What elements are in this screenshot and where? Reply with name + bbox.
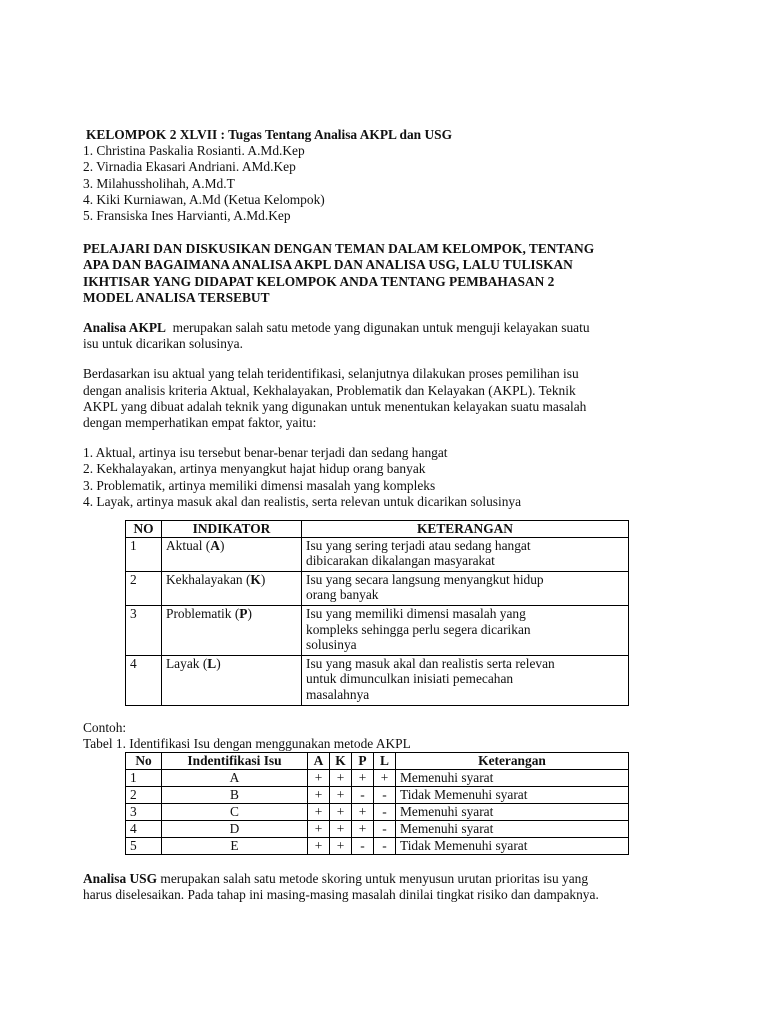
member-item: 1. Christina Paskalia Rosianti. A.Md.Kep bbox=[83, 143, 305, 159]
table-row bbox=[126, 770, 629, 787]
cell-p: + bbox=[352, 821, 374, 838]
column-header: No bbox=[126, 753, 162, 770]
indicator-table bbox=[125, 520, 629, 706]
akpl-intro-line: merupakan salah satu metode yang digunakan untuk menguji kelayakan suatu bbox=[172, 320, 590, 336]
column-header: P bbox=[352, 753, 374, 770]
issue-table bbox=[125, 752, 629, 855]
member-item: 4. Kiki Kurniawan, A.Md (Ketua Kelompok) bbox=[83, 191, 325, 207]
column-header: K bbox=[330, 753, 352, 770]
cell-k: + bbox=[330, 821, 352, 838]
cell-indicator: Layak (L) bbox=[162, 655, 302, 705]
akpl-body-line: dengan memperhatikan empat faktor, yaitu: bbox=[83, 415, 317, 431]
cell-indicator: Kekhalayakan (K) bbox=[162, 571, 302, 605]
cell-description: Isu yang sering terjadi atau sedang hangat dibicarakan dikalangan masyarakat bbox=[302, 537, 629, 571]
instruction-line: PELAJARI DAN DISKUSIKAN DENGAN TEMAN DALAM KELOMPOK, TENTANG bbox=[83, 241, 595, 257]
cell-no: 2 bbox=[126, 571, 162, 605]
instruction-line: MODEL ANALISA TERSEBUT bbox=[83, 289, 270, 305]
cell-p: - bbox=[352, 838, 374, 855]
cell-l: - bbox=[374, 838, 396, 855]
cell-no: 5 bbox=[126, 838, 162, 855]
cell-note: Memenuhi syarat bbox=[396, 770, 629, 787]
akpl-term: Analisa AKPL bbox=[83, 320, 166, 336]
member-list bbox=[83, 143, 683, 224]
cell-k: + bbox=[330, 804, 352, 821]
document-title: KELOMPOK 2 XLVII : Tugas Tentang Analisa AKPL dan USG bbox=[86, 127, 453, 142]
factor-item: 1. Aktual, artinya isu tersebut benar-benar terjadi dan sedang hangat bbox=[83, 445, 448, 461]
cell-indicator: Aktual (A) bbox=[162, 537, 302, 571]
cell-a: + bbox=[308, 838, 330, 855]
akpl-body-line: dengan analisis kriteria Aktual, Kekhalayakan, Problematik dan Kelayakan (AKPL). Teknik bbox=[83, 382, 576, 398]
column-header: L bbox=[374, 753, 396, 770]
cell-note: Memenuhi syarat bbox=[396, 821, 629, 838]
cell-issue: C bbox=[162, 804, 308, 821]
table-row bbox=[126, 571, 629, 605]
cell-no: 3 bbox=[126, 606, 162, 656]
table-header-row bbox=[126, 753, 629, 770]
akpl-body-line: Berdasarkan isu aktual yang telah teridentifikasi, selanjutnya dilakukan proses pemilihan isu bbox=[83, 366, 579, 382]
cell-l: - bbox=[374, 821, 396, 838]
cell-note: Tidak Memenuhi syarat bbox=[396, 787, 629, 804]
akpl-intro-line: isu untuk dicarikan solusinya. bbox=[83, 336, 243, 352]
cell-issue: A bbox=[162, 770, 308, 787]
cell-l: + bbox=[374, 770, 396, 787]
cell-description: Isu yang memiliki dimensi masalah yang kompleks sehingga perlu segera dicarikan solusinya bbox=[302, 606, 629, 656]
column-header: INDIKATOR bbox=[162, 521, 302, 538]
table-row bbox=[126, 655, 629, 705]
cell-p: - bbox=[352, 787, 374, 804]
cell-issue: D bbox=[162, 821, 308, 838]
member-item: 2. Virnadia Ekasari Andriani. AMd.Kep bbox=[83, 159, 296, 175]
cell-no: 4 bbox=[126, 821, 162, 838]
document-page bbox=[83, 127, 683, 903]
usg-intro-line: harus diselesaikan. Pada tahap ini masing-masing masalah dinilai tingkat risiko dan dampaknya. bbox=[83, 887, 599, 903]
cell-p: + bbox=[352, 770, 374, 787]
column-header: Keterangan bbox=[396, 753, 629, 770]
usg-intro-paragraph bbox=[83, 871, 683, 903]
cell-note: Tidak Memenuhi syarat bbox=[396, 838, 629, 855]
cell-no: 4 bbox=[126, 655, 162, 705]
factor-item: 3. Problematik, artinya memiliki dimensi masalah yang kompleks bbox=[83, 477, 436, 493]
member-item: 5. Fransiska Ines Harvianti, A.Md.Kep bbox=[83, 208, 291, 224]
table-row bbox=[126, 804, 629, 821]
cell-k: + bbox=[330, 787, 352, 804]
cell-no: 3 bbox=[126, 804, 162, 821]
cell-no: 2 bbox=[126, 787, 162, 804]
cell-description: Isu yang secara langsung menyangkut hidup orang banyak bbox=[302, 571, 629, 605]
example-label: Contoh: bbox=[83, 719, 127, 735]
usg-term: Analisa USG bbox=[83, 871, 158, 886]
cell-note: Memenuhi syarat bbox=[396, 804, 629, 821]
cell-no: 1 bbox=[126, 537, 162, 571]
cell-k: + bbox=[330, 838, 352, 855]
akpl-body-line: AKPL yang dibuat adalah teknik yang digunakan untuk menentukan kelayakan suatu masalah bbox=[83, 398, 587, 414]
table-caption: Tabel 1. Identifikasi Isu dengan menggunakan metode AKPL bbox=[83, 735, 411, 751]
cell-k: + bbox=[330, 770, 352, 787]
table-row bbox=[126, 606, 629, 656]
akpl-intro-paragraph bbox=[83, 320, 683, 352]
cell-a: + bbox=[308, 804, 330, 821]
column-header: Indentifikasi Isu bbox=[162, 753, 308, 770]
cell-l: - bbox=[374, 787, 396, 804]
table-header-row bbox=[126, 521, 629, 538]
cell-a: + bbox=[308, 787, 330, 804]
table-row bbox=[126, 838, 629, 855]
instruction-line: IKHTISAR YANG DIDAPAT KELOMPOK ANDA TENTANG PEMBAHASAN 2 bbox=[83, 273, 555, 289]
factor-item: 4. Layak, artinya masuk akal dan realistis, serta relevan untuk dicarikan solusinya bbox=[83, 493, 522, 509]
member-item: 3. Milahussholihah, A.Md.T bbox=[83, 175, 235, 191]
cell-p: + bbox=[352, 804, 374, 821]
cell-a: + bbox=[308, 770, 330, 787]
cell-issue: E bbox=[162, 838, 308, 855]
instruction-heading bbox=[83, 241, 683, 306]
column-header: NO bbox=[126, 521, 162, 538]
usg-intro-line: merupakan salah satu metode skoring untuk menyusun urutan prioritas isu yang bbox=[160, 871, 589, 886]
table-row bbox=[126, 787, 629, 804]
instruction-line: APA DAN BAGAIMANA ANALISA AKPL DAN ANALISA USG, LALU TULISKAN bbox=[83, 257, 573, 273]
cell-issue: B bbox=[162, 787, 308, 804]
column-header: KETERANGAN bbox=[302, 521, 629, 538]
cell-l: - bbox=[374, 804, 396, 821]
cell-indicator: Problematik (P) bbox=[162, 606, 302, 656]
akpl-body-paragraph bbox=[83, 366, 683, 431]
factor-list bbox=[83, 445, 683, 510]
column-header: A bbox=[308, 753, 330, 770]
cell-description: Isu yang masuk akal dan realistis serta relevan untuk dimunculkan inisiati pemecahan masalahnya bbox=[302, 655, 629, 705]
cell-a: + bbox=[308, 821, 330, 838]
factor-item: 2. Kekhalayakan, artinya menyangkut hajat hidup orang banyak bbox=[83, 461, 426, 477]
table-row bbox=[126, 821, 629, 838]
cell-no: 1 bbox=[126, 770, 162, 787]
table-row bbox=[126, 537, 629, 571]
